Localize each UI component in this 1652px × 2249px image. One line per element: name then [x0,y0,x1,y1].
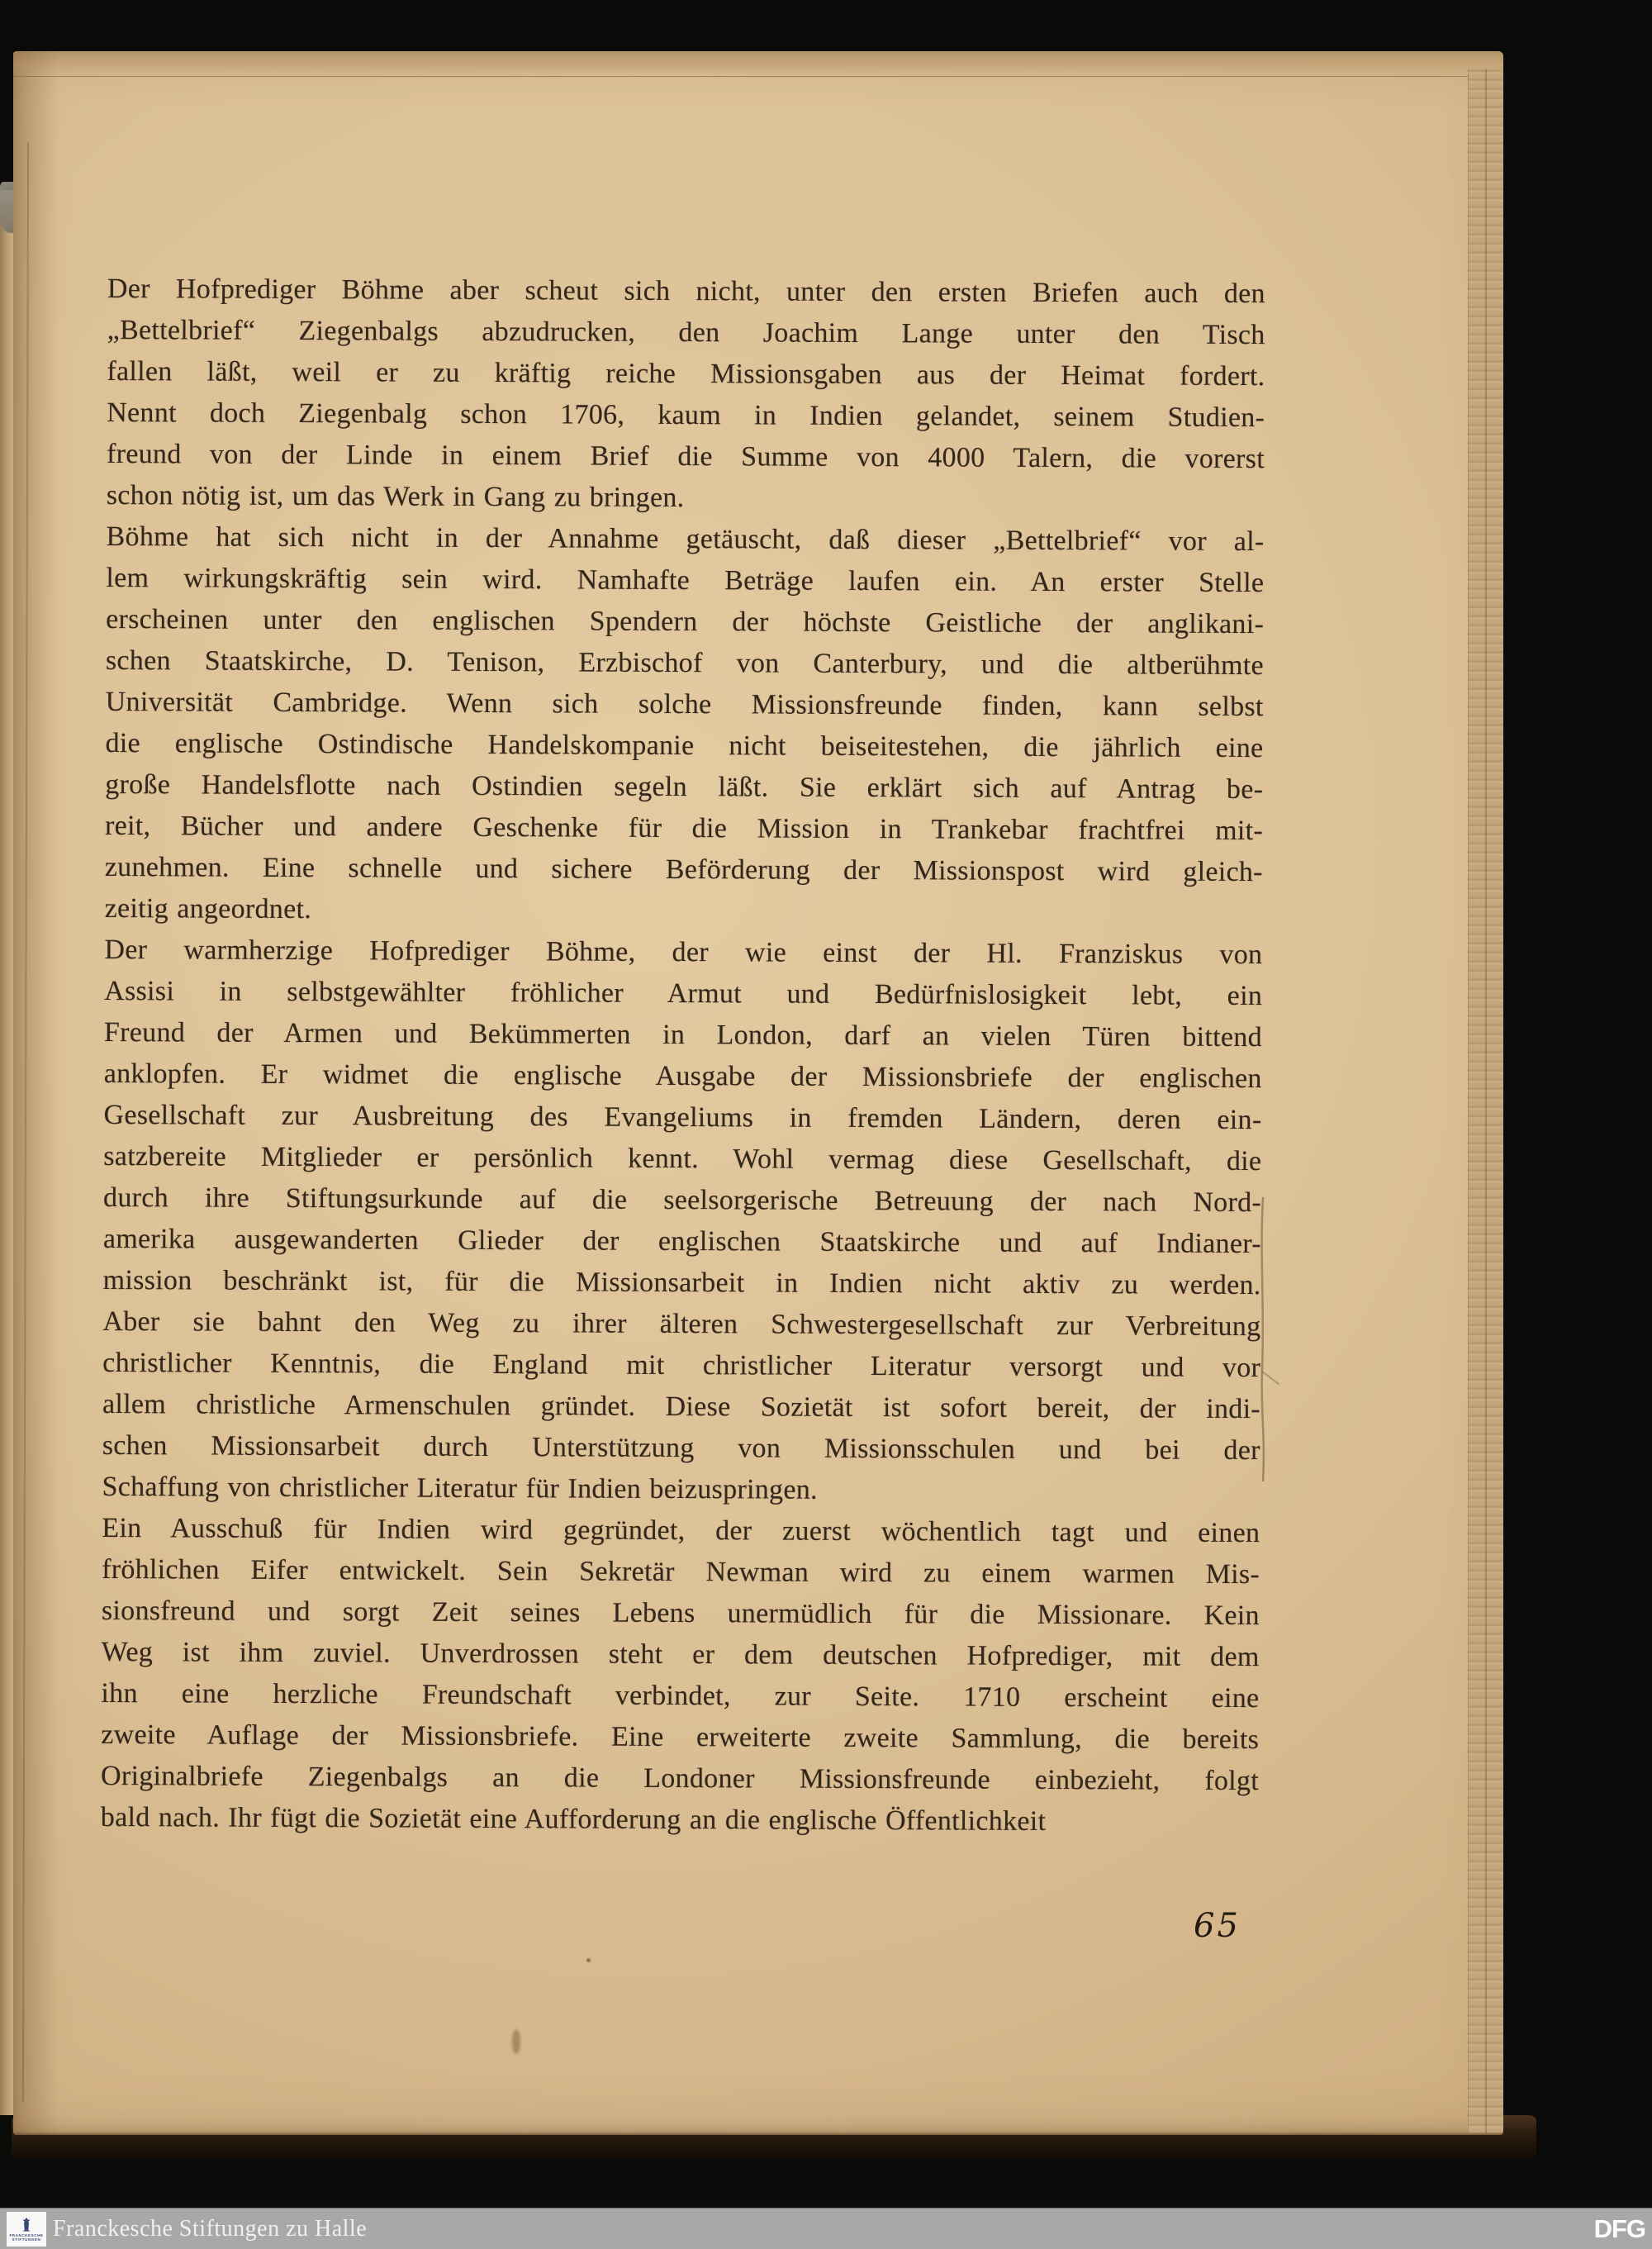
dfg-logo: DFG [1593,2214,1645,2243]
text-line: Schaffung von christlicher Literatur für Indien beizuspringen. [102,1471,818,1505]
text-line: durch ihre Stiftungsurkunde auf die seelsorgerische Betreuung der nach Nord- [103,1182,1262,1219]
viewer-footer-bar [0,2208,1652,2249]
text-line: Originalbriefe Ziegenbalgs an die Londoner Missionsfreunde einbezieht, folgt [100,1760,1260,1797]
pencil-margin-mark [1226,1191,1292,1505]
footer-institution-label: Franckesche Stiftungen zu Halle [53,2216,368,2242]
text-line: zeitig angeordnet. [104,892,312,925]
text-line: satzbereite Mitglieder er persönlich kennt. Wohl vermag diese Gesellschaft, die [103,1140,1262,1177]
text-line: die englische Ostindische Handelskompanie nicht beiseitestehen, die jährlich eine [105,727,1264,764]
text-line: christlicher Kenntnis, die England mit christlicher Literatur versorgt und vor [102,1347,1261,1384]
text-line: Der Hofprediger Böhme aber scheut sich nicht, unter den ersten Briefen auch den [107,273,1265,310]
text-line: schen Missionsarbeit durch Unterstützung von Missionsschulen und bei der [102,1429,1260,1467]
text-line: Assisi in selbstgewählter fröhlicher Armut und Bedürfnislosigkeit lebt, ein [104,975,1263,1012]
page-right-deckle-edge [1468,69,1503,2133]
text-line: Ein Ausschuß für Indien wird gegründet, der zuerst wöchentlich tagt und einen [102,1512,1260,1549]
text-line: anklopfen. Er widmet die englische Ausgabe der Missionsbriefe der englischen [103,1058,1262,1095]
franckesche-stiftungen-logo [7,2212,46,2247]
text-line: lem wirkungskräftig sein wird. Namhafte Beträge laufen ein. An erster Stelle [106,562,1265,599]
gutter-shadow [13,51,59,2135]
text-line: freund von der Linde in einem Brief die Summe von 4000 Talern, die vorerst [106,438,1265,475]
statue-icon [20,2218,33,2232]
logo-caption [9,2233,43,2242]
text-line: Freund der Armen und Bekümmerten in London, darf an vielen Türen bittend [103,1016,1263,1053]
text-line: fallen läßt, weil er zu kräftig reiche Missionsgaben aus der Heimat fordert. [107,355,1265,392]
text-line: Der warmherzige Hofprediger Böhme, der wie einst der Hl. Franziskus von [104,934,1263,971]
text-line: Gesellschaft zur Ausbreitung des Evangeliums in fremden Ländern, deren ein- [103,1099,1262,1136]
text-line: Böhme hat sich nicht in der Annahme getäuscht, daß dieser „Bettelbrief“ vor al- [106,521,1265,558]
text-line: Nennt doch Ziegenbalg schon 1706, kaum in Indien gelandet, seinem Studien- [107,397,1265,434]
text-line: fröhlichen Eifer entwickelt. Sein Sekretär Newman wird zu einem warmen Mis- [102,1553,1260,1590]
text-line: bald nach. Ihr fügt die Sozietät eine Aufforderung an die englische Öffentlichkeit [100,1801,1047,1837]
text-line: amerika ausgewanderten Glieder der englischen Staatskirche und auf Indianer- [102,1223,1261,1260]
text-line: Aber sie bahnt den Weg zu ihrer älteren Schwestergesellschaft zur Verbreitung [102,1305,1261,1343]
logo-caption-line2: STIFTUNGEN [12,2237,41,2242]
page-top-edge [13,51,1503,77]
page-speck [586,1958,591,1962]
text-line: allem christliche Armenschulen gründet. Diese Sozietät ist sofort bereit, der indi- [102,1388,1261,1425]
text-line: Weg ist ihm zuviel. Unverdrossen steht er dem deutschen Hofprediger, mit dem [101,1636,1260,1673]
book-page [13,51,1503,2135]
text-line: schen Staatskirche, D. Tenison, Erzbischof von Canterbury, und die altberühmte [105,644,1264,682]
text-line: reit, Bücher und andere Geschenke für die Mission in Trankebar frachtfrei mit- [104,810,1264,847]
page-number: 65 [1194,1907,1241,1945]
text-line: Universität Cambridge. Wenn sich solche Missionsfreunde finden, kann selbst [105,686,1264,723]
text-line: sionsfreund und sorgt Zeit seines Lebens unermüdlich für die Missionare. Kein [101,1595,1260,1632]
text-line: zunehmen. Eine schnelle und sichere Beförderung der Missionspost wird gleich- [104,851,1263,888]
page-stain [512,2029,520,2054]
text-line: schon nötig ist, um das Werk in Gang zu bringen. [106,479,685,514]
text-line: erscheinen unter den englischen Spendern der höchste Geistliche der anglikani- [106,603,1265,640]
page-text [101,269,1265,1843]
text-line: „Bettelbrief“ Ziegenbalgs abzudrucken, den Joachim Lange unter den Tisch [107,314,1265,351]
text-line: zweite Auflage der Missionsbriefe. Eine erweiterte zweite Sammlung, die bereits [101,1719,1260,1756]
logo-caption-line1: FRANCKESCHE [9,2232,44,2237]
text-line: große Handelsflotte nach Ostindien segeln läßt. Sie erklärt sich auf Antrag be- [105,768,1264,806]
text-line: mission beschränkt ist, für die Missionsarbeit in Indien nicht aktiv zu werden. [102,1264,1261,1301]
text-line: ihn eine herzliche Freundschaft verbindet, zur Seite. 1710 erscheint eine [101,1677,1260,1714]
